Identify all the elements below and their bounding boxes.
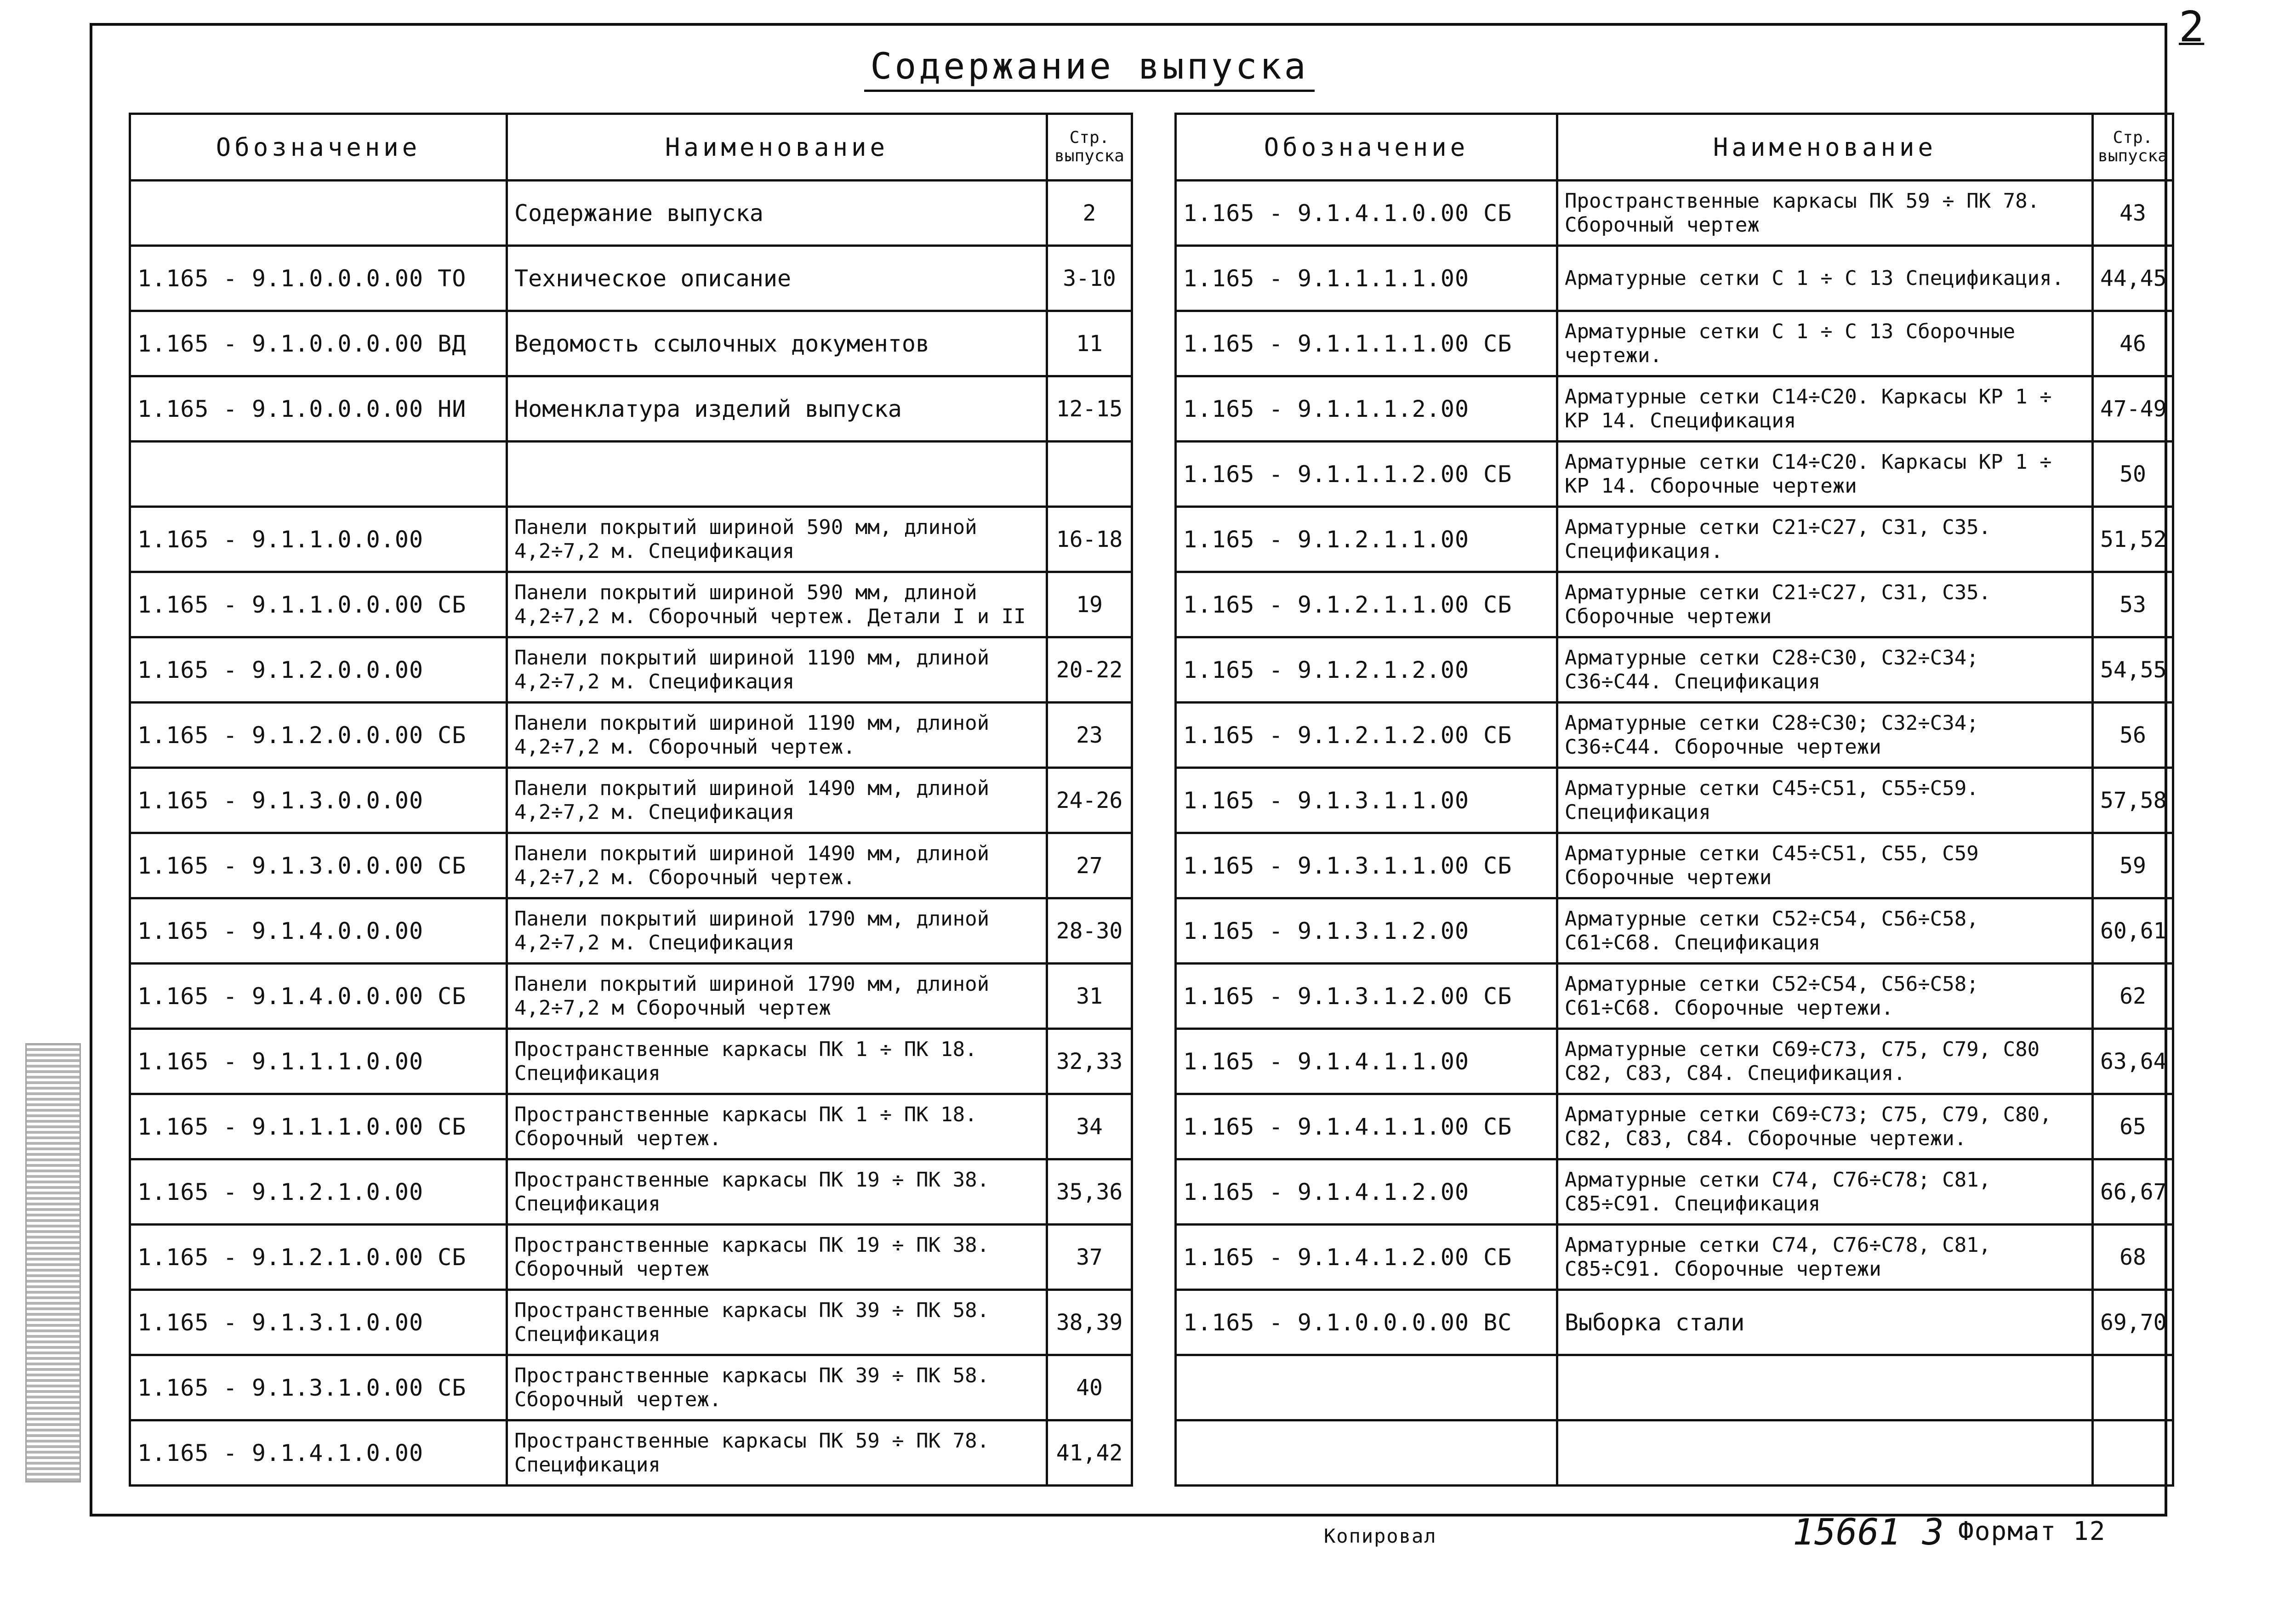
contents-table-right bbox=[1174, 113, 2174, 1487]
row-name: Панели покрытий шириной 1790 мм, длиной 4,2÷7,2 м Сборочный чертеж bbox=[507, 964, 1047, 1029]
table-row bbox=[130, 442, 1132, 507]
row-name: Панели покрытий шириной 590 мм, длиной 4,2÷7,2 м. Сборочный чертеж. Детали I и II bbox=[507, 572, 1047, 637]
table-row bbox=[1176, 833, 2173, 898]
row-designation: 1.165 - 9.1.4.1.2.00 СБ bbox=[1176, 1225, 1557, 1290]
table-row bbox=[130, 898, 1132, 964]
table-row bbox=[1176, 1029, 2173, 1094]
row-name: Панели покрытий шириной 1190 мм, длиной 4,2÷7,2 м. Спецификация bbox=[507, 637, 1047, 703]
row-designation: 1.165 - 9.1.0.0.0.00 ВД bbox=[130, 311, 507, 376]
row-designation: 1.165 - 9.1.3.1.2.00 СБ bbox=[1176, 964, 1557, 1029]
table-row bbox=[1176, 1420, 2173, 1486]
row-name: Номенклатура изделий выпуска bbox=[507, 376, 1047, 442]
row-page: 32,33 bbox=[1047, 1029, 1132, 1094]
row-designation: 1.165 - 9.1.2.1.1.00 СБ bbox=[1176, 572, 1557, 637]
row-name: Пространственные каркасы ПК 39 ÷ ПК 58. Спецификация bbox=[507, 1290, 1047, 1355]
row-name: Арматурные сетки С28÷С30; С32÷С34; С36÷С44. Сборочные чертежи bbox=[1557, 703, 2093, 768]
table-row bbox=[1176, 768, 2173, 833]
row-designation: 1.165 - 9.1.4.1.1.00 СБ bbox=[1176, 1094, 1557, 1159]
header-name: Наименование bbox=[507, 114, 1047, 181]
row-name: Арматурные сетки С52÷С54, С56÷С58; С61÷С68. Сборочные чертежи. bbox=[1557, 964, 2093, 1029]
header-designation: Обозначение bbox=[1176, 114, 1557, 181]
row-name: Пространственные каркасы ПК 19 ÷ ПК 38. Спецификация bbox=[507, 1159, 1047, 1225]
side-stamp bbox=[25, 1043, 81, 1482]
row-designation: 1.165 - 9.1.2.1.0.00 СБ bbox=[130, 1225, 507, 1290]
row-page: 56 bbox=[2093, 703, 2173, 768]
row-designation: 1.165 - 9.1.2.1.2.00 СБ bbox=[1176, 703, 1557, 768]
row-name: Арматурные сетки С45÷С51, С55, С59 Сборочные чертежи bbox=[1557, 833, 2093, 898]
row-name bbox=[507, 442, 1047, 507]
table-row bbox=[130, 833, 1132, 898]
row-page bbox=[1047, 442, 1132, 507]
sheet-title: Содержание выпуска bbox=[864, 44, 1315, 92]
row-page: 3-10 bbox=[1047, 246, 1132, 311]
row-page: 62 bbox=[2093, 964, 2173, 1029]
table-row bbox=[130, 572, 1132, 637]
row-designation bbox=[130, 442, 507, 507]
row-page: 28-30 bbox=[1047, 898, 1132, 964]
row-page: 44,45 bbox=[2093, 246, 2173, 311]
row-name: Арматурные сетки С21÷С27, С31, С35. Сборочные чертежи bbox=[1557, 572, 2093, 637]
row-name: Арматурные сетки С74, С76÷С78, С81, С85÷С91. Сборочные чертежи bbox=[1557, 1225, 2093, 1290]
row-designation: 1.165 - 9.1.1.1.2.00 bbox=[1176, 376, 1557, 442]
row-name: Арматурные сетки С69÷С73, С75, С79, С80 С82, С83, С84. Спецификация. bbox=[1557, 1029, 2093, 1094]
table-row bbox=[1176, 703, 2173, 768]
table-row bbox=[130, 1029, 1132, 1094]
row-designation: 1.165 - 9.1.1.1.0.00 bbox=[130, 1029, 507, 1094]
row-designation bbox=[1176, 1355, 1557, 1420]
table-row bbox=[130, 637, 1132, 703]
table-header-row bbox=[1176, 114, 2173, 181]
row-designation: 1.165 - 9.1.3.1.2.00 bbox=[1176, 898, 1557, 964]
row-name: Пространственные каркасы ПК 59 ÷ ПК 78. Спецификация bbox=[507, 1420, 1047, 1486]
table-row bbox=[130, 964, 1132, 1029]
header-designation: Обозначение bbox=[130, 114, 507, 181]
contents-table-left bbox=[129, 113, 1133, 1487]
row-designation: 1.165 - 9.1.1.1.0.00 СБ bbox=[130, 1094, 507, 1159]
row-page: 38,39 bbox=[1047, 1290, 1132, 1355]
footer-sheet-id: 15661 3 bbox=[1793, 1512, 1944, 1553]
table-row bbox=[130, 1290, 1132, 1355]
row-designation: 1.165 - 9.1.1.0.0.00 СБ bbox=[130, 572, 507, 637]
row-name: Содержание выпуска bbox=[507, 181, 1047, 246]
row-name: Пространственные каркасы ПК 1 ÷ ПК 18. Спецификация bbox=[507, 1029, 1047, 1094]
row-page: 63,64 bbox=[2093, 1029, 2173, 1094]
row-name: Панели покрытий шириной 1490 мм, длиной 4,2÷7,2 м. Сборочный чертеж. bbox=[507, 833, 1047, 898]
row-designation bbox=[1176, 1420, 1557, 1486]
row-page: 34 bbox=[1047, 1094, 1132, 1159]
header-name: Наименование bbox=[1557, 114, 2093, 181]
row-page: 59 bbox=[2093, 833, 2173, 898]
table-row bbox=[130, 311, 1132, 376]
row-designation: 1.165 - 9.1.3.0.0.00 СБ bbox=[130, 833, 507, 898]
table-row bbox=[1176, 1225, 2173, 1290]
footer-copied-label: Копировал bbox=[1324, 1525, 1437, 1547]
row-page: 69,70 bbox=[2093, 1290, 2173, 1355]
row-page: 47-49 bbox=[2093, 376, 2173, 442]
table-row bbox=[1176, 1355, 2173, 1420]
header-page: Стр. выпуска bbox=[1047, 114, 1132, 181]
table-row bbox=[1176, 1094, 2173, 1159]
table-header-row bbox=[130, 114, 1132, 181]
row-page: 40 bbox=[1047, 1355, 1132, 1420]
table-row bbox=[130, 1420, 1132, 1486]
row-page: 53 bbox=[2093, 572, 2173, 637]
row-name: Арматурные сетки С14÷С20. Каркасы КР 1 ÷ КР 14. Сборочные чертежи bbox=[1557, 442, 2093, 507]
row-designation: 1.165 - 9.1.4.1.1.00 bbox=[1176, 1029, 1557, 1094]
table-row bbox=[130, 768, 1132, 833]
table-row bbox=[1176, 181, 2173, 246]
row-page: 12-15 bbox=[1047, 376, 1132, 442]
row-designation: 1.165 - 9.1.3.1.1.00 СБ bbox=[1176, 833, 1557, 898]
row-name: Пространственные каркасы ПК 1 ÷ ПК 18. Сборочный чертеж. bbox=[507, 1094, 1047, 1159]
row-page: 51,52 bbox=[2093, 507, 2173, 572]
row-designation: 1.165 - 9.1.4.1.0.00 СБ bbox=[1176, 181, 1557, 246]
row-page: 20-22 bbox=[1047, 637, 1132, 703]
row-name: Арматурные сетки С52÷С54, С56÷С58, С61÷С68. Спецификация bbox=[1557, 898, 2093, 964]
table-row bbox=[1176, 507, 2173, 572]
table-row bbox=[1176, 572, 2173, 637]
row-page: 50 bbox=[2093, 442, 2173, 507]
row-name: Техническое описание bbox=[507, 246, 1047, 311]
row-page: 65 bbox=[2093, 1094, 2173, 1159]
row-designation: 1.165 - 9.1.4.1.2.00 bbox=[1176, 1159, 1557, 1225]
row-page: 60,61 bbox=[2093, 898, 2173, 964]
table-row bbox=[1176, 898, 2173, 964]
row-name: Арматурные сетки С 1 ÷ С 13 Спецификация. bbox=[1557, 246, 2093, 311]
row-designation: 1.165 - 9.1.4.0.0.00 bbox=[130, 898, 507, 964]
row-page: 68 bbox=[2093, 1225, 2173, 1290]
row-designation: 1.165 - 9.1.2.0.0.00 bbox=[130, 637, 507, 703]
contents-rows-right bbox=[1176, 181, 2173, 1486]
row-designation: 1.165 - 9.1.1.0.0.00 bbox=[130, 507, 507, 572]
contents-rows-left bbox=[130, 181, 1132, 1486]
row-name: Панели покрытий шириной 1190 мм, длиной 4,2÷7,2 м. Сборочный чертеж. bbox=[507, 703, 1047, 768]
table-row bbox=[130, 1159, 1132, 1225]
row-designation bbox=[130, 181, 507, 246]
row-page: 46 bbox=[2093, 311, 2173, 376]
row-page: 16-18 bbox=[1047, 507, 1132, 572]
row-name: Пространственные каркасы ПК 39 ÷ ПК 58. Сборочный чертеж. bbox=[507, 1355, 1047, 1420]
row-name bbox=[1557, 1420, 2093, 1486]
row-page: 2 bbox=[1047, 181, 1132, 246]
row-name bbox=[1557, 1355, 2093, 1420]
row-page: 37 bbox=[1047, 1225, 1132, 1290]
row-page bbox=[2093, 1420, 2173, 1486]
table-row bbox=[1176, 246, 2173, 311]
row-name: Арматурные сетки С 1 ÷ С 13 Сборочные чертежи. bbox=[1557, 311, 2093, 376]
footer-format: Формат 12 bbox=[1958, 1516, 2106, 1546]
row-name: Арматурные сетки С74, С76÷С78; С81, С85÷С91. Спецификация bbox=[1557, 1159, 2093, 1225]
table-row bbox=[1176, 1159, 2173, 1225]
row-designation: 1.165 - 9.1.1.1.1.00 СБ bbox=[1176, 311, 1557, 376]
row-designation: 1.165 - 9.1.2.1.0.00 bbox=[130, 1159, 507, 1225]
row-designation: 1.165 - 9.1.1.1.2.00 СБ bbox=[1176, 442, 1557, 507]
row-name: Пространственные каркасы ПК 19 ÷ ПК 38. Сборочный чертеж bbox=[507, 1225, 1047, 1290]
table-row bbox=[1176, 1290, 2173, 1355]
table-row bbox=[130, 376, 1132, 442]
row-designation: 1.165 - 9.1.2.1.2.00 bbox=[1176, 637, 1557, 703]
table-row bbox=[130, 246, 1132, 311]
row-name: Арматурные сетки С21÷С27, С31, С35. Спецификация. bbox=[1557, 507, 2093, 572]
row-page: 57,58 bbox=[2093, 768, 2173, 833]
table-row bbox=[130, 703, 1132, 768]
row-designation: 1.165 - 9.1.3.0.0.00 bbox=[130, 768, 507, 833]
page-number: 2 bbox=[2179, 2, 2205, 51]
row-page: 66,67 bbox=[2093, 1159, 2173, 1225]
row-designation: 1.165 - 9.1.3.1.0.00 СБ bbox=[130, 1355, 507, 1420]
row-designation: 1.165 - 9.1.1.1.1.00 bbox=[1176, 246, 1557, 311]
header-page: Стр. выпуска bbox=[2093, 114, 2173, 181]
table-row bbox=[1176, 376, 2173, 442]
row-page: 11 bbox=[1047, 311, 1132, 376]
table-row bbox=[1176, 311, 2173, 376]
row-name: Пространственные каркасы ПК 59 ÷ ПК 78. Сборочный чертеж bbox=[1557, 181, 2093, 246]
row-page bbox=[2093, 1355, 2173, 1420]
row-name: Выборка стали bbox=[1557, 1290, 2093, 1355]
row-page: 24-26 bbox=[1047, 768, 1132, 833]
row-designation: 1.165 - 9.1.2.0.0.00 СБ bbox=[130, 703, 507, 768]
row-page: 23 bbox=[1047, 703, 1132, 768]
row-name: Арматурные сетки С45÷С51, С55÷С59. Спецификация bbox=[1557, 768, 2093, 833]
row-designation: 1.165 - 9.1.4.1.0.00 bbox=[130, 1420, 507, 1486]
row-page: 43 bbox=[2093, 181, 2173, 246]
row-name: Арматурные сетки С69÷С73; С75, С79, С80, С82, С83, С84. Сборочные чертежи. bbox=[1557, 1094, 2093, 1159]
row-designation: 1.165 - 9.1.3.1.1.00 bbox=[1176, 768, 1557, 833]
row-designation: 1.165 - 9.1.0.0.0.00 ТО bbox=[130, 246, 507, 311]
row-designation: 1.165 - 9.1.3.1.0.00 bbox=[130, 1290, 507, 1355]
table-row bbox=[130, 507, 1132, 572]
row-page: 41,42 bbox=[1047, 1420, 1132, 1486]
table-row bbox=[1176, 637, 2173, 703]
row-designation: 1.165 - 9.1.0.0.0.00 НИ bbox=[130, 376, 507, 442]
row-name: Арматурные сетки С14÷С20. Каркасы КР 1 ÷ КР 14. Спецификация bbox=[1557, 376, 2093, 442]
row-page: 19 bbox=[1047, 572, 1132, 637]
row-designation: 1.165 - 9.1.0.0.0.00 ВС bbox=[1176, 1290, 1557, 1355]
table-row bbox=[130, 181, 1132, 246]
table-row bbox=[130, 1094, 1132, 1159]
row-name: Ведомость ссылочных документов bbox=[507, 311, 1047, 376]
row-designation: 1.165 - 9.1.2.1.1.00 bbox=[1176, 507, 1557, 572]
table-row bbox=[130, 1355, 1132, 1420]
row-page: 35,36 bbox=[1047, 1159, 1132, 1225]
row-name: Арматурные сетки С28÷С30, С32÷С34; С36÷С44. Спецификация bbox=[1557, 637, 2093, 703]
row-name: Панели покрытий шириной 590 мм, длиной 4,2÷7,2 м. Спецификация bbox=[507, 507, 1047, 572]
table-row bbox=[1176, 964, 2173, 1029]
row-designation: 1.165 - 9.1.4.0.0.00 СБ bbox=[130, 964, 507, 1029]
row-page: 27 bbox=[1047, 833, 1132, 898]
row-name: Панели покрытий шириной 1790 мм, длиной 4,2÷7,2 м. Спецификация bbox=[507, 898, 1047, 964]
row-page: 54,55 bbox=[2093, 637, 2173, 703]
table-row bbox=[130, 1225, 1132, 1290]
row-name: Панели покрытий шириной 1490 мм, длиной 4,2÷7,2 м. Спецификация bbox=[507, 768, 1047, 833]
table-row bbox=[1176, 442, 2173, 507]
row-page: 31 bbox=[1047, 964, 1132, 1029]
